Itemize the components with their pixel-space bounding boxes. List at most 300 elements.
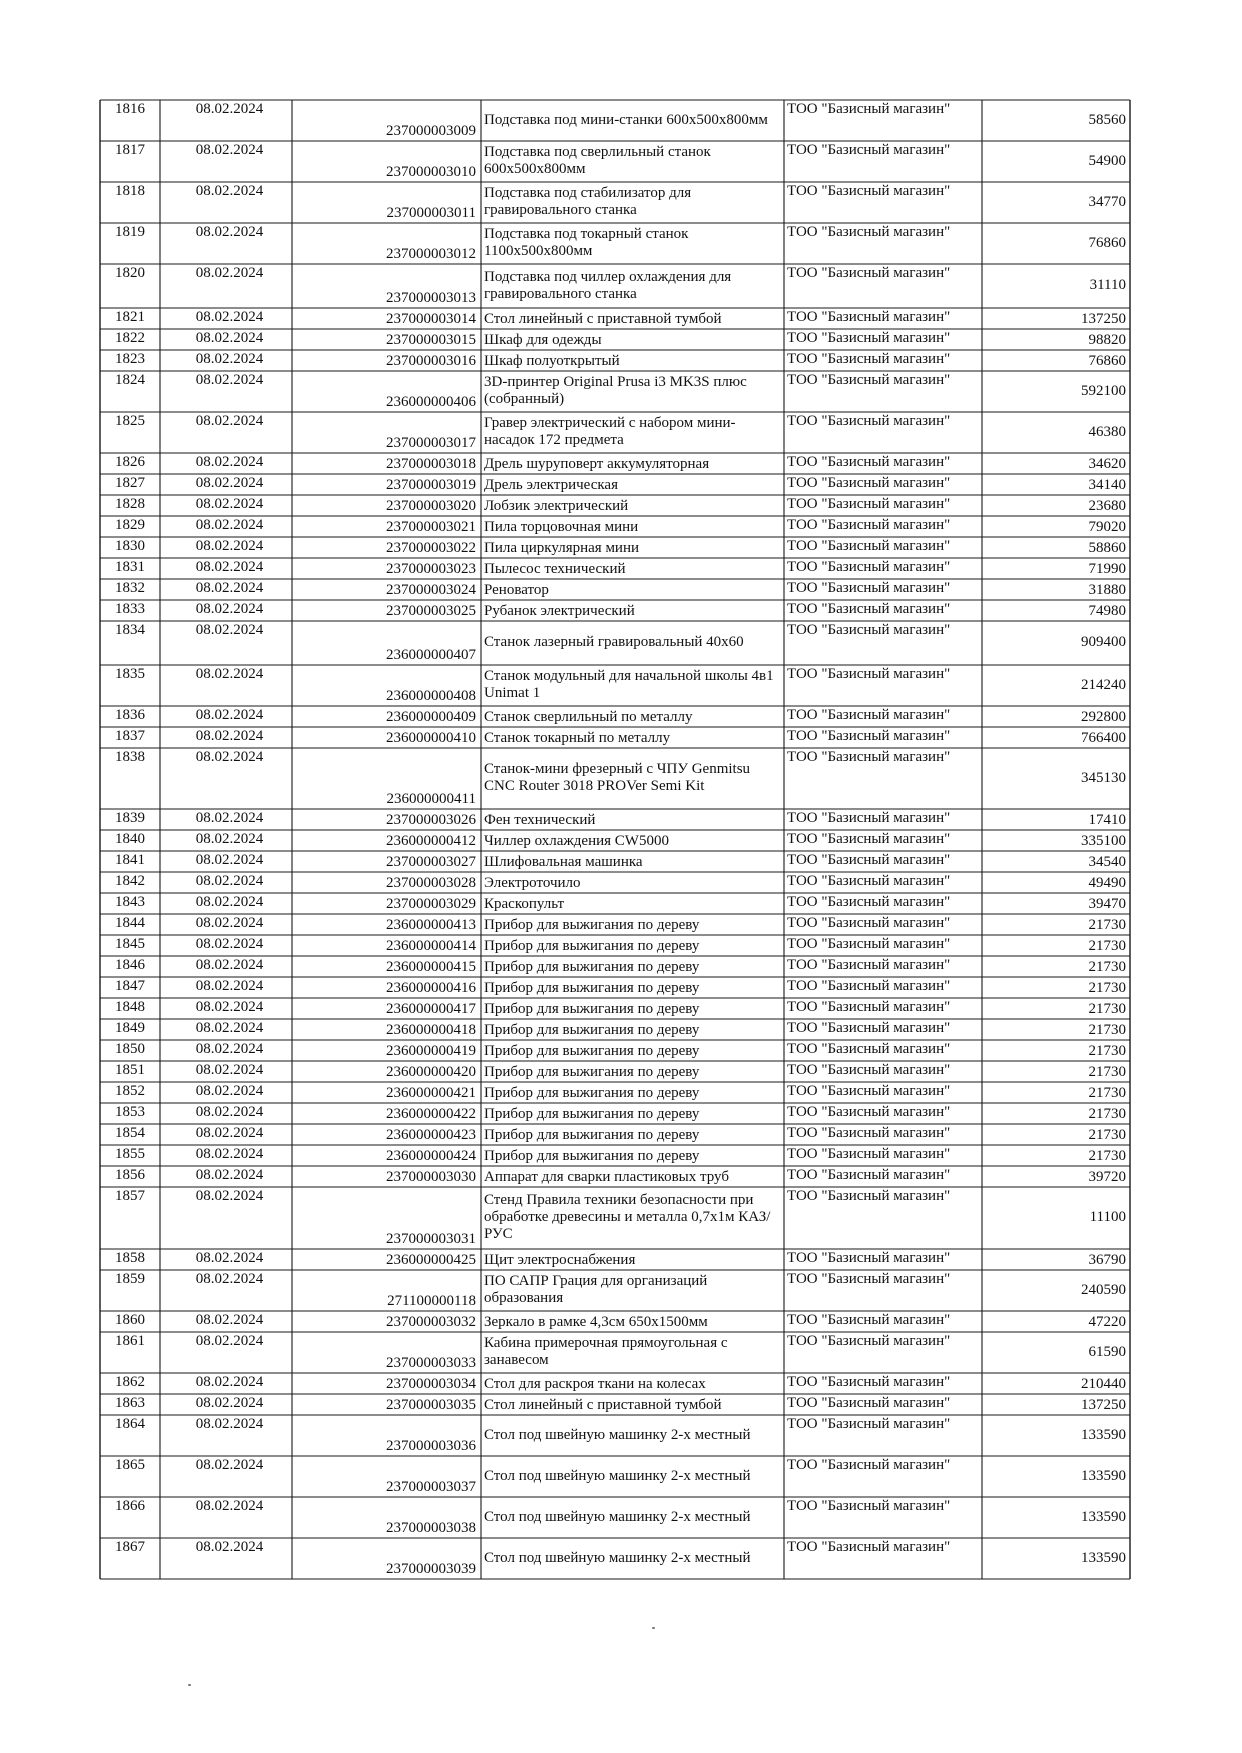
row-inventory-number [292, 1373, 481, 1394]
row-inventory-number [292, 141, 481, 182]
row-date-text: 08.02.2024 [195, 1333, 264, 1349]
row-date [160, 101, 292, 142]
row-amount-text: 21730 [1088, 938, 1126, 954]
row-item-name [481, 914, 784, 935]
row-inventory-number [292, 1249, 481, 1270]
row-supplier [784, 1041, 982, 1062]
row-amount [982, 1187, 1130, 1249]
row-item-name [481, 748, 784, 809]
row-item-name-text: Станок токарный по металлу [484, 730, 671, 746]
row-number-text: 1829 [115, 517, 145, 533]
row-supplier-text: ТОО "Базисный магазин" [787, 351, 951, 367]
row-inventory-number-text: 237000003010 [386, 164, 476, 180]
row-item-name [481, 872, 784, 893]
row-supplier-text: ТОО "Базисный магазин" [787, 831, 951, 847]
row-number-text: 1834 [115, 622, 145, 638]
row-supplier [784, 1104, 982, 1125]
row-number [100, 1062, 160, 1083]
row-number-text: 1850 [115, 1041, 145, 1057]
row-item-name [481, 1019, 784, 1040]
row-inventory-number [292, 1040, 481, 1061]
row-date-text: 08.02.2024 [195, 999, 264, 1015]
row-item-name-text: Станок сверлильный по металлу [484, 709, 693, 725]
row-date-text: 08.02.2024 [195, 101, 264, 117]
row-inventory-number [292, 977, 481, 998]
row-inventory-number-text: 237000003031 [386, 1231, 476, 1247]
row-item-name-text: Электроточило [484, 875, 581, 891]
row-amount-text: 31880 [1088, 582, 1126, 598]
row-number [100, 1271, 160, 1312]
row-date [160, 309, 292, 330]
row-inventory-number-text: 237000003023 [386, 561, 476, 577]
row-supplier [784, 142, 982, 183]
row-supplier-text: ТОО "Базисный магазин" [787, 1539, 951, 1555]
row-item-name [481, 1124, 784, 1145]
row-date-text: 08.02.2024 [195, 413, 264, 429]
row-number [100, 666, 160, 707]
row-number-text: 1843 [115, 894, 145, 910]
row-number-text: 1858 [115, 1250, 145, 1266]
row-supplier [784, 894, 982, 915]
row-number [100, 142, 160, 183]
row-date [160, 1104, 292, 1125]
row-item-name [481, 956, 784, 977]
row-inventory-number-text: 237000003011 [386, 205, 476, 221]
row-date-text: 08.02.2024 [195, 728, 264, 744]
row-amount-text: 345130 [1081, 769, 1126, 786]
row-item-name [481, 1270, 784, 1311]
row-date-text: 08.02.2024 [195, 957, 264, 973]
row-inventory-number-text: 236000000417 [386, 1001, 476, 1017]
row-date [160, 496, 292, 517]
row-inventory-number [292, 706, 481, 727]
row-amount-text: 240590 [1081, 1281, 1126, 1298]
row-date [160, 580, 292, 601]
row-number [100, 1020, 160, 1041]
row-supplier-text: ТОО "Базисный магазин" [787, 1188, 951, 1204]
row-amount [982, 350, 1130, 371]
row-inventory-number [292, 474, 481, 495]
row-amount [982, 727, 1130, 748]
row-supplier-text: ТОО "Базисный магазин" [787, 622, 951, 638]
row-number-text: 1842 [115, 873, 145, 889]
row-item-name-text: Стенд Правила техники безопасности при обработке древесины и металла 0,7х1м КАЗ/РУС [484, 1192, 771, 1242]
row-supplier [784, 936, 982, 957]
row-supplier [784, 351, 982, 372]
row-amount-text: 47220 [1088, 1314, 1126, 1330]
row-item-name-text: Краскопульт [484, 896, 565, 912]
row-supplier [784, 1125, 982, 1146]
row-date [160, 1271, 292, 1312]
row-item-name [481, 809, 784, 830]
row-supplier-text: ТОО "Базисный магазин" [787, 1416, 951, 1432]
row-amount [982, 914, 1130, 935]
row-amount [982, 1082, 1130, 1103]
row-item-name-text: Подставка под мини-станки 600х500х800мм [484, 111, 768, 128]
row-supplier-text: ТОО "Базисный магазин" [787, 517, 951, 533]
row-date [160, 873, 292, 894]
row-date-text: 08.02.2024 [195, 873, 264, 889]
row-inventory-number [292, 727, 481, 748]
row-date [160, 1395, 292, 1416]
row-date [160, 372, 292, 413]
row-amount-text: 133590 [1081, 1549, 1126, 1566]
row-inventory-number-text: 271100000118 [387, 1293, 476, 1309]
row-supplier [784, 224, 982, 265]
row-number-text: 1864 [115, 1416, 145, 1432]
row-supplier-text: ТОО "Базисный магазин" [787, 707, 951, 723]
row-inventory-number-text: 237000003039 [386, 1561, 476, 1577]
row-date [160, 707, 292, 728]
row-item-name [481, 558, 784, 579]
row-inventory-number [292, 1166, 481, 1187]
row-item-name [481, 1040, 784, 1061]
row-supplier-text: ТОО "Базисный магазин" [787, 142, 951, 158]
row-supplier [784, 666, 982, 707]
row-amount [982, 453, 1130, 474]
row-number-text: 1845 [115, 936, 145, 952]
row-amount [982, 100, 1130, 141]
row-amount [982, 1456, 1130, 1497]
row-amount-text: 766400 [1081, 730, 1126, 746]
row-item-name-text: Стол под швейную машинку 2-х местный [484, 1467, 751, 1484]
row-inventory-number [292, 1145, 481, 1166]
row-supplier [784, 622, 982, 666]
row-number-text: 1827 [115, 475, 145, 491]
row-date-text: 08.02.2024 [195, 475, 264, 491]
row-number [100, 1250, 160, 1271]
row-item-name [481, 1082, 784, 1103]
row-inventory-number-text: 236000000422 [386, 1106, 476, 1122]
row-item-name [481, 453, 784, 474]
row-item-name [481, 223, 784, 264]
row-item-name [481, 977, 784, 998]
row-number-text: 1867 [115, 1539, 145, 1555]
row-date [160, 517, 292, 538]
row-inventory-number-text: 236000000413 [386, 917, 476, 933]
row-number-text: 1866 [115, 1498, 145, 1514]
row-item-name [481, 329, 784, 350]
row-supplier [784, 1167, 982, 1188]
row-inventory-number-text: 237000003015 [386, 332, 476, 348]
row-inventory-number [292, 264, 481, 308]
row-item-name [481, 665, 784, 706]
row-item-name-text: Подставка под токарный станок 1100х500х800мм [484, 226, 689, 259]
row-number [100, 831, 160, 852]
row-amount-text: 335100 [1081, 833, 1126, 849]
row-amount-text: 34540 [1088, 854, 1126, 870]
row-date [160, 936, 292, 957]
row-item-name [481, 893, 784, 914]
row-item-name-text: Чиллер охлаждения CW5000 [484, 833, 669, 849]
row-amount [982, 412, 1130, 453]
row-item-name [481, 1373, 784, 1394]
row-amount [982, 1538, 1130, 1579]
row-date-text: 08.02.2024 [195, 601, 264, 617]
row-date-text: 08.02.2024 [195, 1083, 264, 1099]
row-item-name [481, 600, 784, 621]
row-supplier-text: ТОО "Базисный магазин" [787, 936, 951, 952]
row-inventory-number [292, 956, 481, 977]
row-date [160, 1041, 292, 1062]
row-inventory-number-text: 237000003033 [386, 1355, 476, 1371]
row-date-text: 08.02.2024 [195, 1271, 264, 1287]
row-supplier [784, 915, 982, 936]
row-number [100, 999, 160, 1020]
row-supplier [784, 1146, 982, 1167]
row-supplier [784, 413, 982, 454]
row-supplier-text: ТОО "Базисный магазин" [787, 1020, 951, 1036]
row-amount [982, 223, 1130, 264]
row-number-text: 1817 [115, 142, 145, 158]
row-supplier-text: ТОО "Базисный магазин" [787, 1083, 951, 1099]
row-amount-text: 54900 [1088, 152, 1126, 169]
row-number-text: 1865 [115, 1457, 145, 1473]
row-amount [982, 977, 1130, 998]
row-number [100, 372, 160, 413]
row-number [100, 601, 160, 622]
row-amount-text: 133590 [1081, 1508, 1126, 1525]
row-supplier [784, 978, 982, 999]
row-supplier-text: ТОО "Базисный магазин" [787, 372, 951, 388]
row-item-name [481, 1332, 784, 1373]
row-supplier [784, 1083, 982, 1104]
row-number-text: 1861 [115, 1333, 145, 1349]
row-amount [982, 1124, 1130, 1145]
row-amount-text: 21730 [1088, 1064, 1126, 1080]
row-inventory-number-text: 237000003009 [386, 123, 476, 139]
row-number [100, 1395, 160, 1416]
row-date-text: 08.02.2024 [195, 1146, 264, 1162]
row-item-name [481, 141, 784, 182]
row-amount-text: 76860 [1088, 353, 1126, 369]
row-amount-text: 21730 [1088, 959, 1126, 975]
row-inventory-number-text: 237000003012 [386, 246, 476, 262]
row-item-name [481, 1456, 784, 1497]
row-date [160, 1062, 292, 1083]
row-date-text: 08.02.2024 [195, 1125, 264, 1141]
row-item-name-text: Прибор для выжигания по дереву [484, 1106, 700, 1122]
row-date-text: 08.02.2024 [195, 1457, 264, 1473]
row-date-text: 08.02.2024 [195, 309, 264, 325]
row-inventory-number [292, 453, 481, 474]
row-number-text: 1840 [115, 831, 145, 847]
row-item-name [481, 851, 784, 872]
row-item-name-text: Станок лазерный гравировальный 40х60 [484, 634, 744, 650]
row-amount [982, 1497, 1130, 1538]
row-item-name-text: Дрель шуруповерт аккумуляторная [484, 456, 710, 472]
row-supplier [784, 580, 982, 601]
row-supplier-text: ТОО "Базисный магазин" [787, 580, 951, 596]
row-supplier-text: ТОО "Базисный магазин" [787, 330, 951, 346]
row-date [160, 666, 292, 707]
row-number [100, 728, 160, 749]
row-number-text: 1837 [115, 728, 145, 744]
row-number-text: 1848 [115, 999, 145, 1015]
row-amount-text: 34140 [1088, 477, 1126, 493]
row-amount-text: 58560 [1088, 111, 1126, 128]
row-supplier [784, 957, 982, 978]
row-number-text: 1862 [115, 1374, 145, 1390]
row-date [160, 1312, 292, 1333]
row-supplier-text: ТОО "Базисный магазин" [787, 1271, 951, 1287]
row-supplier [784, 707, 982, 728]
row-item-name-text: ПО САПР Грация для организаций образования [484, 1273, 708, 1306]
row-number [100, 707, 160, 728]
row-date [160, 475, 292, 496]
row-amount-text: 23680 [1088, 498, 1126, 514]
row-supplier [784, 1188, 982, 1250]
row-number-text: 1838 [115, 749, 145, 765]
row-amount-text: 21730 [1088, 1043, 1126, 1059]
row-supplier [784, 1312, 982, 1333]
row-date [160, 1125, 292, 1146]
row-supplier-text: ТОО "Базисный магазин" [787, 978, 951, 994]
row-inventory-number-text: 236000000425 [386, 1252, 476, 1268]
row-date [160, 1020, 292, 1041]
row-amount-text: 133590 [1081, 1426, 1126, 1443]
row-number-text: 1822 [115, 330, 145, 346]
row-date-text: 08.02.2024 [195, 894, 264, 910]
row-date-text: 08.02.2024 [195, 915, 264, 931]
row-supplier-text: ТОО "Базисный магазин" [787, 894, 951, 910]
row-supplier [784, 852, 982, 873]
row-date [160, 1250, 292, 1271]
row-inventory-number-text: 236000000412 [386, 833, 476, 849]
row-item-name-text: Пила циркулярная мини [484, 540, 640, 556]
row-supplier [784, 496, 982, 517]
row-inventory-number [292, 182, 481, 223]
row-item-name-text: Прибор для выжигания по дереву [484, 1064, 700, 1080]
row-number-text: 1832 [115, 580, 145, 596]
row-number-text: 1851 [115, 1062, 145, 1078]
row-amount-text: 49490 [1088, 875, 1126, 891]
row-supplier [784, 1374, 982, 1395]
row-item-name-text: Щит электроснабжения [484, 1252, 636, 1268]
row-inventory-number-text: 237000003038 [386, 1520, 476, 1536]
row-supplier-text: ТОО "Базисный магазин" [787, 1457, 951, 1473]
row-item-name-text: Реноватор [484, 582, 549, 598]
row-inventory-number-text: 237000003019 [386, 477, 476, 493]
row-item-name-text: Дрель электрическая [484, 477, 618, 493]
row-amount-text: 21730 [1088, 917, 1126, 933]
row-item-name-text: Шкаф для одежды [484, 332, 602, 348]
row-supplier-text: ТОО "Базисный магазин" [787, 1250, 951, 1266]
row-item-name [481, 1061, 784, 1082]
row-date-text: 08.02.2024 [195, 1104, 264, 1120]
row-number-text: 1855 [115, 1146, 145, 1162]
row-item-name-text: Прибор для выжигания по дереву [484, 917, 700, 933]
row-item-name [481, 1166, 784, 1187]
row-amount [982, 1311, 1130, 1332]
row-amount [982, 998, 1130, 1019]
row-number-text: 1830 [115, 538, 145, 554]
row-number-text: 1852 [115, 1083, 145, 1099]
row-number-text: 1863 [115, 1395, 145, 1411]
row-inventory-number-text: 237000003013 [386, 290, 476, 306]
row-inventory-number [292, 893, 481, 914]
row-inventory-number [292, 872, 481, 893]
row-supplier [784, 1333, 982, 1374]
row-date [160, 1457, 292, 1498]
row-supplier-text: ТОО "Базисный магазин" [787, 915, 951, 931]
row-item-name-text: Зеркало в рамке 4,3см 650х1500мм [484, 1314, 708, 1330]
row-date-text: 08.02.2024 [195, 1167, 264, 1183]
row-supplier [784, 475, 982, 496]
row-amount [982, 1103, 1130, 1124]
row-item-name [481, 579, 784, 600]
row-supplier-text: ТОО "Базисный магазин" [787, 1146, 951, 1162]
row-item-name [481, 264, 784, 308]
row-date-text: 08.02.2024 [195, 517, 264, 533]
row-number-text: 1841 [115, 852, 145, 868]
row-item-name [481, 1497, 784, 1538]
row-amount [982, 830, 1130, 851]
row-date-text: 08.02.2024 [195, 1416, 264, 1432]
row-supplier-text: ТОО "Базисный магазин" [787, 1167, 951, 1183]
row-supplier [784, 183, 982, 224]
row-date [160, 351, 292, 372]
row-number [100, 454, 160, 475]
row-date-text: 08.02.2024 [195, 330, 264, 346]
row-number [100, 915, 160, 936]
row-inventory-number [292, 830, 481, 851]
row-inventory-number [292, 665, 481, 706]
row-supplier-text: ТОО "Базисный магазин" [787, 183, 951, 199]
row-item-name-text: Станок-мини фрезерный с ЧПУ Genmitsu CNC Router 3018 PROVer Semi Kit [484, 761, 751, 794]
row-inventory-number-text: 237000003022 [386, 540, 476, 556]
row-inventory-number-text: 237000003032 [386, 1314, 476, 1330]
row-item-name-text: Прибор для выжигания по дереву [484, 959, 700, 975]
row-number [100, 810, 160, 831]
row-inventory-number [292, 1187, 481, 1249]
row-supplier [784, 517, 982, 538]
row-supplier-text: ТОО "Базисный магазин" [787, 538, 951, 554]
row-amount-text: 74980 [1088, 603, 1126, 619]
row-supplier-text: ТОО "Базисный магазин" [787, 309, 951, 325]
row-number [100, 1104, 160, 1125]
row-date-text: 08.02.2024 [195, 1498, 264, 1514]
row-number [100, 852, 160, 873]
row-amount-text: 909400 [1081, 634, 1126, 650]
row-supplier-text: ТОО "Базисный магазин" [787, 496, 951, 512]
row-inventory-number [292, 914, 481, 935]
row-supplier-text: ТОО "Базисный магазин" [787, 559, 951, 575]
row-supplier-text: ТОО "Базисный магазин" [787, 475, 951, 491]
row-inventory-number [292, 308, 481, 329]
row-item-name [481, 495, 784, 516]
row-date-text: 08.02.2024 [195, 1041, 264, 1057]
row-inventory-number [292, 1270, 481, 1311]
row-inventory-number-text: 237000003025 [386, 603, 476, 619]
row-inventory-number [292, 495, 481, 516]
row-item-name-text: Подставка под сверлильный станок 600х500х800мм [484, 144, 711, 177]
row-amount-text: 76860 [1088, 234, 1126, 251]
row-date [160, 957, 292, 978]
row-item-name-text: Стол линейный с приставной тумбой [484, 1397, 722, 1413]
row-number-text: 1826 [115, 454, 145, 470]
row-date-text: 08.02.2024 [195, 1395, 264, 1411]
row-supplier [784, 454, 982, 475]
row-supplier-text: ТОО "Базисный магазин" [787, 454, 951, 470]
row-number-text: 1825 [115, 413, 145, 429]
row-supplier [784, 831, 982, 852]
row-inventory-number-text: 237000003036 [386, 1438, 476, 1454]
row-supplier [784, 1395, 982, 1416]
row-supplier [784, 1416, 982, 1457]
row-amount [982, 329, 1130, 350]
row-number-text: 1859 [115, 1271, 145, 1287]
